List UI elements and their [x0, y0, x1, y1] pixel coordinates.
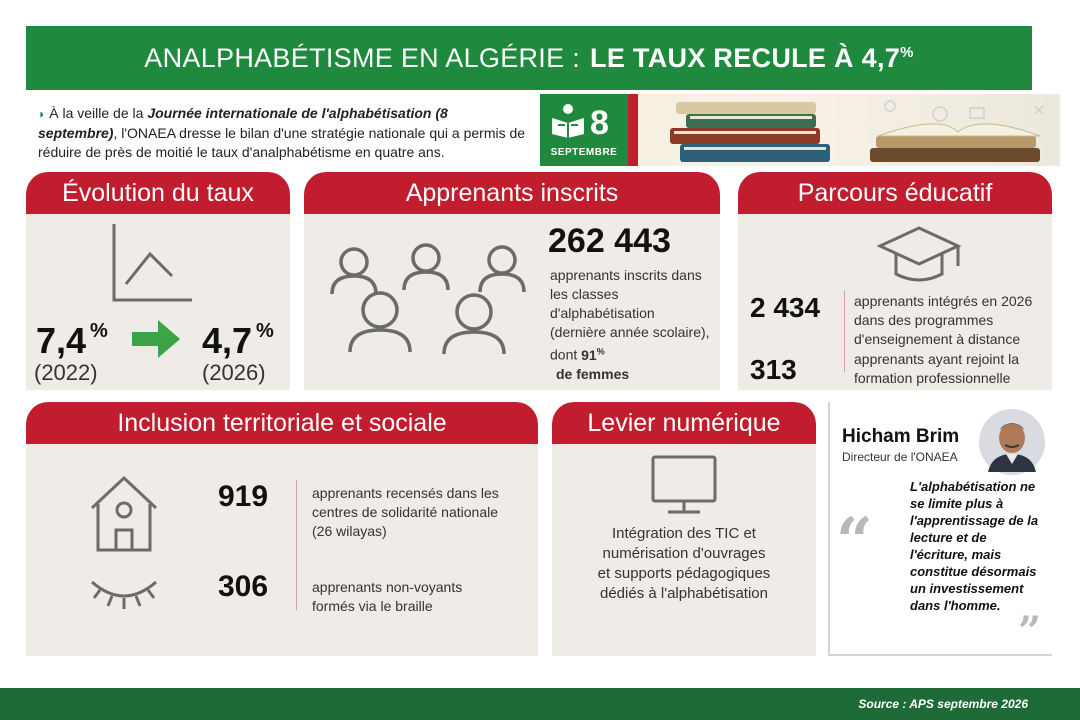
panel-evolution: [26, 172, 290, 390]
inclusion-stat2-value: 306: [218, 570, 269, 603]
inclusion-stat1-value: 919: [218, 480, 269, 513]
quote-text: L'alphabétisation ne se limite plus à l'apprentissage de la lecture et de l'écriture, mais constitue désormais un investissement dans l'homme.: [910, 479, 1039, 613]
panel-parcours: [738, 172, 1052, 390]
portrait-avatar: [978, 408, 1046, 476]
apprenants-pct-unit: %: [596, 346, 605, 356]
rate-2026-unit: %: [256, 320, 274, 342]
inclusion-stat1-desc: apprenants recensés dans les centres de solidarité nationale (26 wilayas): [312, 485, 499, 539]
intro-paragraph: [38, 104, 530, 162]
footer-bar: [0, 688, 1080, 720]
intro-part1: À la veille de la: [49, 105, 148, 121]
inclusion-separator: [296, 480, 297, 610]
rate-2022-unit: %: [90, 320, 108, 342]
panel-numerique: [552, 402, 816, 656]
bullet-triangle-icon: ◗: [38, 107, 46, 121]
inclusion-stat2-desc: apprenants non-voyants formés via le braille: [312, 579, 463, 614]
parcours-stat2-value: 313: [750, 354, 797, 385]
date-day: 8: [590, 104, 609, 142]
quote-box: [828, 402, 1052, 656]
quote-close-icon: ”: [1018, 608, 1042, 655]
apprenants-pct: 91: [581, 346, 597, 363]
books-banner: [540, 94, 1060, 166]
panel-parcours-title: Parcours éducatif: [738, 172, 1052, 214]
rate-2026-number: 4,7: [202, 320, 253, 361]
apprenants-count: 262 443: [548, 222, 671, 260]
graduation-cap-icon: [876, 222, 962, 288]
apprenants-women: de femmes: [556, 365, 630, 382]
rate-2022-number: 7,4: [36, 320, 87, 361]
closed-eye-icon: [88, 572, 160, 616]
page-title-banner: [26, 26, 1032, 90]
quote-author-role: Directeur de l'ONAEA: [842, 450, 958, 464]
title-bold-text: LE TAUX RECULE À 4,7: [590, 42, 901, 73]
books-stack-illustration: [640, 94, 1060, 166]
title-sup: %: [900, 43, 914, 61]
footer-source: Source : APS septembre 2026: [858, 697, 1028, 711]
title-bold: [590, 43, 914, 74]
intro-highlight: Journée internationale de l'alphabétisation (8 septembre): [38, 105, 448, 141]
numerique-desc: Intégration des TIC et numérisation d'ouvrages et supports pédagogiques dédiés à l'alphabétisation: [597, 525, 771, 602]
rate-2022-value: [36, 320, 108, 362]
panel-apprenants-title: Apprenants inscrits: [304, 172, 720, 214]
arrow-right-icon: [130, 318, 182, 360]
panel-inclusion: [26, 402, 538, 656]
rate-2022-year: (2022): [34, 360, 98, 385]
quote-author-name: Hicham Brim: [842, 426, 960, 447]
date-badge: [540, 94, 628, 166]
panel-numerique-title: Levier numérique: [552, 402, 816, 444]
red-stripe: [628, 94, 638, 166]
parcours-stat1-desc: apprenants intégrés en 2026 dans des programmes d'enseignement à distance: [854, 293, 1033, 347]
rate-2026-year: (2026): [202, 360, 266, 385]
panel-inclusion-title: Inclusion territoriale et sociale: [26, 402, 538, 444]
people-group-icon: [324, 238, 534, 378]
apprenants-desc: [550, 266, 710, 384]
apprenants-desc-text: apprenants inscrits dans les classes d'alphabétisation (dernière année scolaire), dont: [550, 267, 710, 363]
parcours-stat1-value: 2 434: [750, 292, 821, 323]
declining-chart-icon: [110, 222, 196, 304]
parcours-stat2-desc: apprenants ayant rejoint la formation professionnelle: [854, 351, 1019, 386]
rate-2026-value: [202, 320, 274, 362]
title-light: ANALPHABÉTISME EN ALGÉRIE :: [144, 42, 581, 73]
panel-apprenants: [304, 172, 720, 390]
panel-evolution-title: Évolution du taux: [26, 172, 290, 214]
intro-part2: , l'ONAEA dresse le bilan d'une stratégie nationale qui a permis de réduire de près de moitié le taux d'analphabétisme en quatre ans.: [38, 125, 526, 160]
date-month: SEPTEMBRE: [550, 147, 618, 158]
reader-icon: [548, 102, 588, 138]
monitor-icon: [650, 454, 718, 516]
house-icon: [86, 472, 162, 554]
parcours-separator: [844, 290, 845, 372]
quote-open-icon: “: [836, 504, 873, 579]
